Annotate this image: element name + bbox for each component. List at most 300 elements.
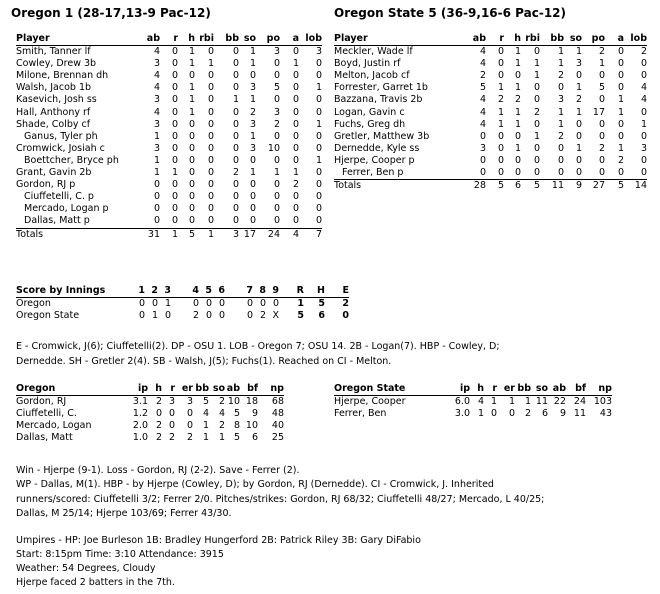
player-row [334, 82, 647, 94]
stat-cell: 0 [232, 58, 239, 70]
stat-cell: 0 [188, 130, 195, 142]
stat-cell: 0 [468, 167, 486, 180]
column-header: r [486, 33, 504, 46]
stat-cell: 0 [640, 70, 647, 82]
player-row [334, 94, 647, 106]
column-header: h [504, 33, 521, 46]
stat-cell: 1 [598, 58, 605, 70]
stat-cell: 2 [557, 70, 564, 82]
stat-cell: 25 [271, 432, 284, 444]
stat-cell: 1 [188, 58, 195, 70]
stat-cell: 2 [497, 94, 504, 106]
total-cell: 24 [267, 228, 280, 240]
stat-cell: 1 [232, 94, 239, 106]
stat-cell: 0 [232, 203, 239, 215]
stat-cell: 0 [186, 420, 193, 432]
stat-cell: 0 [292, 118, 299, 130]
stat-cell: 0 [292, 142, 299, 154]
start-time-attendance: Start: 8:15pm Time: 3:10 Attendance: 3915 [16, 549, 224, 560]
inning-runs: 0 [272, 298, 279, 310]
player-name: Smith, Tanner lf [16, 46, 91, 58]
inning-number: 7 [225, 285, 253, 298]
stat-cell: 0 [598, 94, 605, 106]
rhe-header: E [325, 285, 349, 298]
column-header: r [162, 383, 175, 396]
stat-cell: 0 [171, 154, 178, 166]
player-row [16, 179, 322, 191]
player-row [16, 131, 322, 143]
stat-cell: 0 [508, 408, 515, 420]
stat-cell: 1 [315, 82, 322, 94]
stat-cell: 4 [202, 408, 209, 420]
column-header: po [582, 33, 605, 46]
stat-cell: 0 [564, 167, 582, 180]
stat-cell: 2.0 [132, 420, 148, 432]
stat-cell: 0 [533, 142, 540, 154]
stat-cell: 0 [540, 167, 564, 180]
stat-cell: 0 [486, 167, 504, 180]
stat-cell: 0 [171, 70, 178, 82]
column-header: so [564, 33, 582, 46]
total-e: 0 [342, 310, 349, 322]
stat-cell: 3 [273, 106, 280, 118]
stat-cell: 0 [479, 154, 486, 166]
stat-cell: 3 [168, 396, 175, 408]
umpires-line: Umpires - HP: Joe Burleson 1B: Bradley Hungerford 2B: Patrick Riley 3B: Gary DiFabio [16, 535, 421, 546]
stat-cell: 10 [267, 142, 280, 154]
stat-cell: 6 [251, 432, 258, 444]
stat-cell: 0 [143, 215, 160, 228]
player-name: Grant, Gavin 2b [16, 167, 92, 179]
oregon-batting-table [16, 33, 322, 241]
inning-runs: 0 [151, 298, 158, 310]
stat-cell: 0 [249, 203, 256, 215]
rhe-header: H [304, 285, 325, 298]
stat-cell: 0 [315, 179, 322, 191]
total-cell: 1 [171, 228, 178, 240]
stat-cell: 0 [533, 82, 540, 94]
stat-cell: 1 [533, 70, 540, 82]
total-cell: 5 [533, 180, 540, 192]
stat-cell: 1 [557, 106, 564, 118]
pitcher-row [16, 432, 284, 444]
total-h: 6 [318, 310, 325, 322]
stat-cell: 4 [640, 94, 647, 106]
header-row [334, 33, 647, 46]
column-header: a [280, 33, 299, 46]
inning-runs: 0 [246, 298, 253, 310]
stat-cell: 0 [557, 154, 564, 166]
stat-cell: 43 [599, 408, 612, 420]
column-header: h [470, 383, 484, 396]
stat-cell: 0 [514, 154, 521, 166]
stat-cell: 0 [598, 70, 605, 82]
stat-cell: 0 [617, 58, 624, 70]
stat-cell: 0 [575, 118, 582, 130]
stat-cell: 2 [168, 432, 175, 444]
stat-cell: 4 [153, 46, 160, 58]
stat-cell: 0 [617, 118, 624, 130]
stat-cell: 0 [249, 191, 256, 203]
stat-cell: 0 [497, 58, 504, 70]
stat-cell: 0 [315, 142, 322, 154]
stat-cell: 0 [479, 130, 486, 142]
player-row [16, 119, 322, 131]
total-cell: 31 [147, 228, 160, 240]
stat-cell: 24 [573, 396, 586, 408]
stat-cell: 1 [575, 142, 582, 154]
stat-cell: 0 [207, 154, 214, 166]
stat-cell: 2 [155, 396, 162, 408]
stat-cell: 0 [617, 70, 624, 82]
stat-cell: 0 [640, 106, 647, 118]
inning-runs: 0 [138, 298, 145, 310]
pitcher-name: Dallas, Matt [16, 432, 73, 444]
stat-cell: 0 [497, 142, 504, 154]
column-header: so [209, 383, 225, 396]
inning-runs: 1 [164, 298, 171, 310]
stat-cell: 5 [233, 408, 240, 420]
stat-cell: 0 [171, 179, 178, 191]
stat-cell: 2 [479, 70, 486, 82]
stat-cell: 0 [299, 215, 322, 228]
player-name: Ciuffetelli, C. p [24, 191, 94, 203]
stat-cell: 0 [640, 58, 647, 70]
player-name: Gretler, Matthew 3b [334, 130, 430, 142]
total-cell: 4 [292, 228, 299, 240]
stat-cell: 4 [153, 106, 160, 118]
game-notes: E - Cromwick, J(6); Ciuffetelli(2). DP - OSU 1. LOB - Oregon 7; OSU 14. 2B - Logan(7). HBP - Cowley, D; Dernedde. SH - Gretler 2(4). SB - Walsh, J(5); Fuchs(1). Reached on CI - Melton. [16, 341, 500, 367]
pitching-header-row [334, 383, 612, 396]
stat-cell: 0 [188, 118, 195, 130]
stat-cell: 0 [575, 70, 582, 82]
stat-cell: 0 [153, 203, 160, 215]
total-cell: 6 [514, 180, 521, 192]
stat-cell: 10 [227, 396, 240, 408]
inning-runs: 0 [138, 310, 145, 322]
total-cell: 27 [592, 180, 605, 192]
facing-note: Hjerpe faced 2 batters in the 7th. [16, 577, 175, 588]
stat-cell: 1 [315, 118, 322, 130]
stat-cell: 0 [171, 106, 178, 118]
player-name: Mercado, Logan p [24, 203, 109, 215]
player-name: Ganus, Tyler ph [24, 130, 98, 142]
player-row [16, 70, 322, 82]
stat-cell: 0 [533, 154, 540, 166]
stat-cell: 0 [273, 58, 280, 70]
stat-cell: 0 [292, 203, 299, 215]
inning-number: 6 [212, 285, 225, 298]
stat-cell: 2 [155, 420, 162, 432]
column-header: ab [143, 33, 160, 46]
inning-runs: 2 [259, 310, 266, 322]
stat-cell: 0 [557, 142, 564, 154]
stat-cell: 0 [273, 70, 280, 82]
stat-cell: 0 [171, 58, 178, 70]
stat-cell: 1 [557, 46, 564, 58]
player-name: Kasevich, Josh ss [16, 94, 97, 106]
stat-cell: 3 [153, 94, 160, 106]
stat-cell: 1 [315, 154, 322, 166]
totals-label: Totals [334, 180, 362, 192]
pitcher-row [334, 408, 612, 420]
stat-cell: 1 [292, 58, 299, 70]
stat-cell: 0 [178, 215, 195, 228]
stat-cell: 3 [557, 94, 564, 106]
column-header: er [497, 383, 515, 396]
stat-cell: 2 [617, 154, 624, 166]
total-cell: 5 [617, 180, 624, 192]
player-name: Cromwick, Josiah c [16, 142, 105, 154]
player-row [334, 46, 647, 59]
column-header: Player [16, 33, 143, 46]
player-row [334, 131, 647, 143]
stat-cell: 0 [171, 82, 178, 94]
stat-cell: 0 [292, 106, 299, 118]
stat-cell: 0 [315, 106, 322, 118]
stat-cell: 1 [497, 118, 504, 130]
stat-cell: 0 [575, 130, 582, 142]
score-by-innings-table [16, 285, 349, 322]
stat-cell: 2 [598, 142, 605, 154]
stat-cell: 0 [232, 191, 239, 203]
stat-cell: 0 [497, 154, 504, 166]
stat-cell: 1 [508, 396, 515, 408]
stat-cell: 4 [153, 82, 160, 94]
stat-cell: 0 [575, 154, 582, 166]
player-row [16, 215, 322, 228]
stat-cell: 10 [245, 420, 258, 432]
stat-cell: 0 [315, 167, 322, 179]
stat-cell: 0 [292, 191, 299, 203]
stat-cell: 5 [479, 82, 486, 94]
stat-cell: 1 [249, 46, 256, 58]
oregon-state-pitching-table [334, 383, 612, 420]
stat-cell: 48 [271, 408, 284, 420]
total-cell: 5 [497, 180, 504, 192]
stat-cell: 1 [640, 118, 647, 130]
stat-cell: 3 [153, 118, 160, 130]
inning-runs: 2 [192, 310, 199, 322]
stat-cell: 0 [188, 167, 195, 179]
stat-cell: 1 [249, 167, 256, 179]
stat-cell: 0 [497, 46, 504, 58]
stat-cell: 1 [514, 58, 521, 70]
player-name: Fuchs, Greg dh [334, 118, 406, 130]
stat-cell: 3 [249, 82, 256, 94]
stat-cell: 0 [640, 154, 647, 166]
player-row [16, 94, 322, 106]
player-row [334, 155, 647, 167]
team-line-score [16, 298, 349, 311]
total-cell: 5 [188, 228, 195, 240]
column-header: ip [445, 383, 470, 396]
stat-cell: 40 [271, 420, 284, 432]
total-cell: 9 [575, 180, 582, 192]
player-row [16, 82, 322, 94]
stat-cell: 2 [524, 408, 531, 420]
stat-cell: 3 [249, 118, 256, 130]
stat-cell: 0 [605, 167, 624, 180]
stat-cell: 4 [479, 106, 486, 118]
inning-number: 2 [145, 285, 158, 298]
player-name: Meckler, Wade lf [334, 46, 413, 58]
stat-cell: 3 [273, 46, 280, 58]
stat-cell: 68 [271, 396, 284, 408]
player-name: Dernedde, Kyle ss [334, 142, 420, 154]
stat-cell: 0 [188, 203, 195, 215]
stat-cell: 0 [188, 179, 195, 191]
stat-cell: 0 [207, 142, 214, 154]
player-name: Hall, Anthony rf [16, 106, 91, 118]
pitcher-name: Gordon, RJ [16, 396, 67, 408]
stat-cell: 2 [598, 46, 605, 58]
player-name: Gordon, RJ p [16, 179, 76, 191]
stat-cell: 0 [315, 94, 322, 106]
stat-cell: 0 [273, 203, 280, 215]
stat-cell: 0 [315, 70, 322, 82]
stat-cell: 0 [232, 118, 239, 130]
stat-cell: 0 [249, 154, 256, 166]
column-header: r [160, 33, 178, 46]
column-header: bf [566, 383, 586, 396]
stat-cell: 1 [249, 130, 256, 142]
pitcher-row [16, 396, 284, 409]
stat-cell: 2 [557, 130, 564, 142]
stat-cell: 8 [233, 420, 240, 432]
total-cell: 14 [634, 180, 647, 192]
stat-cell: 2 [273, 118, 280, 130]
stat-cell: 3 [575, 58, 582, 70]
stat-cell: 0 [292, 70, 299, 82]
header-row [16, 33, 322, 46]
stat-cell: 1 [207, 58, 214, 70]
stat-cell: 9 [559, 408, 566, 420]
stat-cell: 0 [582, 167, 605, 180]
pitcher-row [334, 396, 612, 409]
stat-cell: 1 [153, 167, 160, 179]
player-row [334, 167, 647, 180]
stat-cell: 0 [533, 46, 540, 58]
column-header: a [605, 33, 624, 46]
player-name: Shade, Colby cf [16, 118, 91, 130]
stat-cell: 0 [171, 191, 178, 203]
stat-cell: 1 [514, 46, 521, 58]
stat-cell: 18 [245, 396, 258, 408]
inning-number: 9 [266, 285, 279, 298]
stat-cell: 5 [202, 396, 209, 408]
stat-cell: 0 [315, 130, 322, 142]
player-row [16, 58, 322, 70]
stat-cell: 5 [273, 82, 280, 94]
stat-cell: 0 [533, 94, 540, 106]
player-row [334, 119, 647, 131]
player-row [334, 58, 647, 70]
stat-cell: 0 [292, 82, 299, 94]
stat-cell: 1 [273, 167, 280, 179]
pitcher-name: Hjerpe, Cooper [334, 396, 406, 408]
stat-cell: 0 [490, 408, 497, 420]
stat-cell: 1 [514, 118, 521, 130]
stat-cell: 0 [273, 154, 280, 166]
stat-cell: 0 [207, 203, 214, 215]
stat-cell: 2 [292, 179, 299, 191]
total-r: 5 [297, 310, 304, 322]
stat-cell: 3.0 [454, 408, 470, 420]
inning-number: 4 [171, 285, 199, 298]
stat-cell: 0 [514, 130, 521, 142]
inning-runs: 0 [205, 310, 212, 322]
stat-cell: 1 [514, 106, 521, 118]
stat-cell: 0 [232, 106, 239, 118]
stat-cell: 1 [533, 130, 540, 142]
stat-cell: 0 [171, 46, 178, 58]
total-cell: 1 [207, 228, 214, 240]
stat-cell: 0 [188, 70, 195, 82]
column-header: bb [193, 383, 209, 396]
stat-cell: 0 [153, 179, 160, 191]
oregon-title: Oregon 1 (28-17,13-9 Pac-12) [11, 6, 211, 20]
inning-runs: 0 [218, 298, 225, 310]
stat-cell: 0 [273, 179, 280, 191]
stat-cell: 4 [153, 70, 160, 82]
player-name: Milone, Brennan dh [16, 70, 109, 82]
inning-number: 3 [158, 285, 171, 298]
stat-cell: 0 [171, 94, 178, 106]
stat-cell: 1 [557, 58, 564, 70]
stat-cell: 1 [575, 82, 582, 94]
stat-cell: 1 [497, 106, 504, 118]
stat-cell: 1 [617, 142, 624, 154]
inning-runs: 0 [192, 298, 199, 310]
stat-cell: 22 [553, 396, 566, 408]
stat-cell: 3 [186, 396, 193, 408]
player-row [16, 167, 322, 179]
stat-cell: 3 [640, 142, 647, 154]
inning-runs: 0 [259, 298, 266, 310]
stat-cell: 0 [497, 130, 504, 142]
stat-cell: 0 [171, 130, 178, 142]
total-cell: 11 [551, 180, 564, 192]
stat-cell: 6 [541, 408, 548, 420]
stat-cell: 3 [153, 142, 160, 154]
stat-cell: 1 [617, 106, 624, 118]
column-header: Oregon State [334, 383, 445, 396]
stat-cell: 0 [315, 203, 322, 215]
stat-cell: 1 [497, 82, 504, 94]
pitcher-row [16, 408, 284, 420]
stat-cell: 0 [207, 118, 214, 130]
stat-cell: 1.0 [132, 432, 148, 444]
stat-cell: 0 [168, 408, 175, 420]
player-row [16, 143, 322, 155]
pitching-header-row [16, 383, 284, 396]
player-name: Cowley, Drew 3b [16, 58, 97, 70]
stat-cell: 0 [273, 94, 280, 106]
stat-cell: 1 [218, 432, 225, 444]
stat-cell: 0 [160, 215, 178, 228]
stat-cell: 3 [479, 142, 486, 154]
stat-cell: 2 [640, 46, 647, 58]
stat-cell: 0 [239, 215, 256, 228]
stat-cell: 2 [186, 432, 193, 444]
player-name: Hjerpe, Cooper p [334, 154, 415, 166]
stat-cell: 0 [232, 142, 239, 154]
column-header: lob [299, 33, 322, 46]
stat-cell: 0 [171, 203, 178, 215]
totals-row [16, 228, 322, 241]
stat-cell: 0 [207, 70, 214, 82]
